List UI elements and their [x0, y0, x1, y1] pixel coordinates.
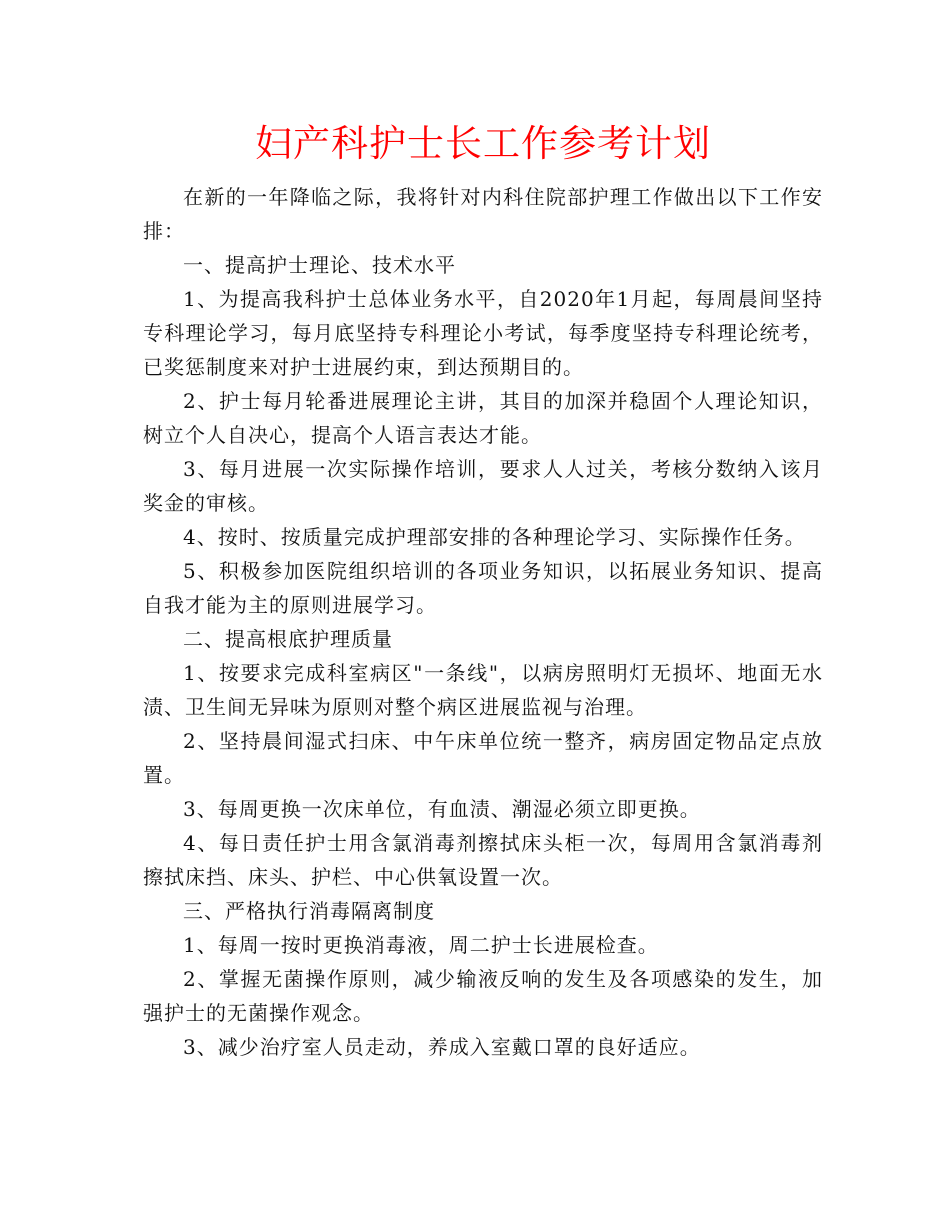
- paragraph: 4、每日责任护士用含氯消毒剂擦拭床头柜一次，每周用含氯消毒剂擦拭床挡、床头、护栏、中心供氧设置一次。: [143, 831, 823, 889]
- section-heading-3: 三、严格执行消毒隔离制度: [183, 899, 435, 923]
- paragraph: 3、每周更换一次床单位，有血渍、潮湿必须立即更换。: [183, 797, 701, 821]
- paragraph: 2、坚持晨间湿式扫床、中午床单位统一整齐，病房固定物品定点放置。: [143, 729, 823, 787]
- paragraph: 2、掌握无菌操作原则，减少输液反响的发生及各项感染的发生，加强护士的无菌操作观念。: [143, 967, 823, 1025]
- intro-paragraph: 在新的一年降临之际，我将针对内科住院部护理工作做出以下工作安排：: [143, 185, 823, 243]
- paragraph: 1、每周一按时更换消毒液，周二护士长进展检查。: [183, 933, 659, 957]
- document-title: 妇产科护士长工作参考计划: [255, 122, 711, 165]
- document-body: [143, 116, 823, 1064]
- paragraph: 4、按时、按质量完成护理部安排的各种理论学习、实际操作任务。: [183, 525, 806, 549]
- paragraph: 5、积极参加医院组织培训的各项业务知识，以拓展业务知识、提高自我才能为主的原则进展学习。: [143, 559, 823, 617]
- section-heading-1: 一、提高护士理论、技术水平: [183, 253, 456, 277]
- paragraph: 1、按要求完成科室病区"一条线"，以病房照明灯无损坏、地面无水渍、卫生间无异味为原则对整个病区进展监视与治理。: [143, 661, 823, 719]
- paragraph: 2、护士每月轮番进展理论主讲，其目的加深并稳固个人理论知识，树立个人自决心，提高个人语言表达才能。: [143, 389, 823, 447]
- section-heading-2: 二、提高根底护理质量: [183, 627, 393, 651]
- paragraph: 3、每月进展一次实际操作培训，要求人人过关，考核分数纳入该月奖金的审核。: [143, 457, 823, 515]
- paragraph: 3、减少治疗室人员走动，养成入室戴口罩的良好适应。: [183, 1035, 701, 1059]
- paragraph: 1、为提高我科护士总体业务水平，自2020年1月起，每周晨间坚持专科理论学习，每月底坚持专科理论小考试，每季度坚持专科理论统考，已奖惩制度来对护士进展约束，到达预期目的。: [143, 287, 823, 379]
